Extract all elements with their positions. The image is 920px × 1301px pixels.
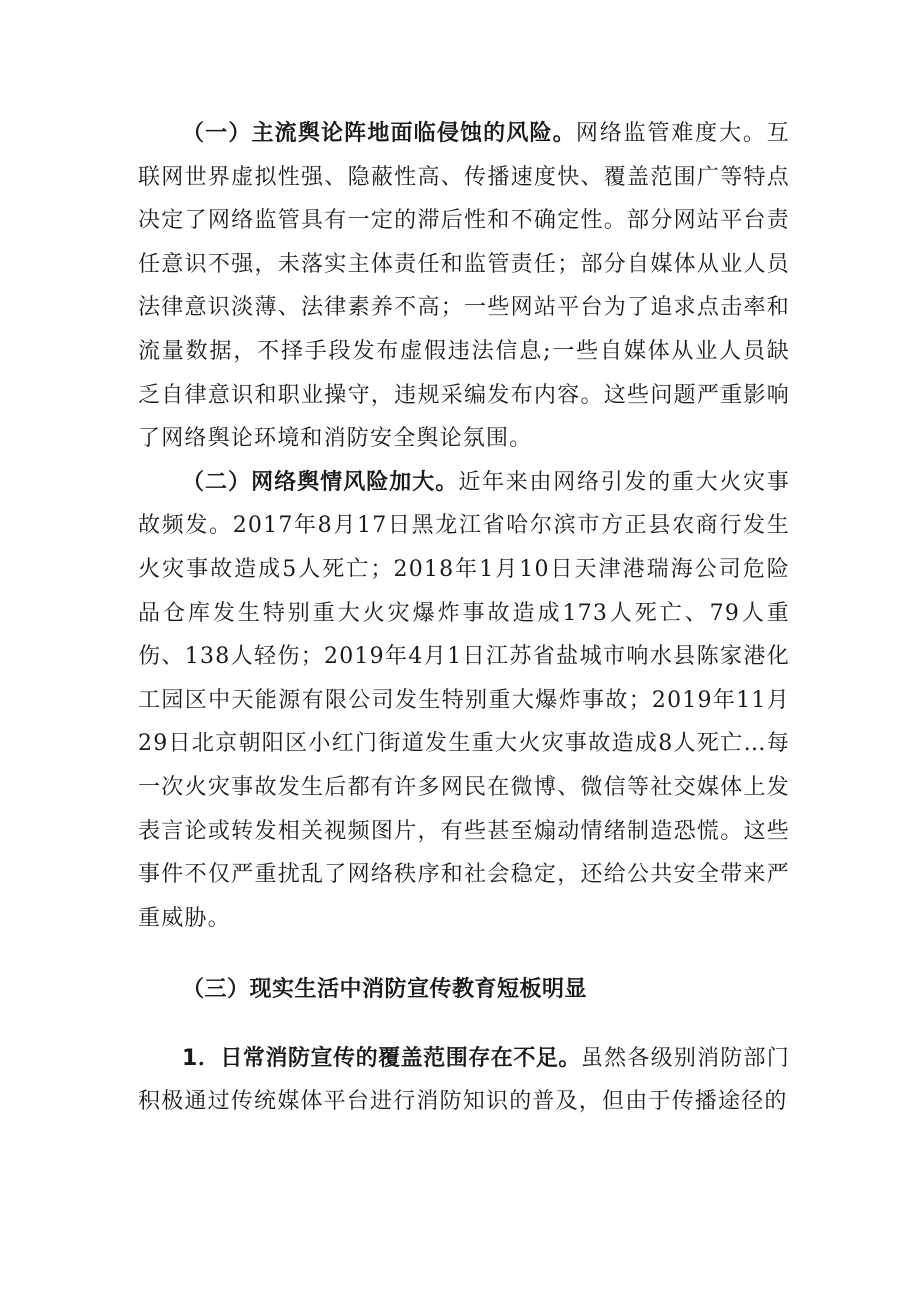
document-page [138,112,790,1124]
section-3-heading: （三）现实生活中消防宣传教育短板明显 [182,977,588,1003]
paragraph-section-4 [138,1037,790,1124]
section-1-body: 网络监管难度大。互联网世界虚拟性强、隐蔽性高、传播速度快、覆盖范围广等特点决定了网络监管具有一定的滞后性和不确定性。部分网站平台责任意识不强，未落实主体责任和监管责任；部分自媒体从业人员法律意识淡薄、法律素养不高；一些网站平台为了追求点击率和流量数据，不择手段发布虚假违法信息;一些自媒体从业人员缺乏自律意识和职业操守，违规采编发布内容。这些问题严重影响了网络舆论环境和消防安全舆论氛围。 [138,121,790,452]
section-2-heading: （二）网络舆情风险加大。 [182,469,459,495]
section-4-heading: 1．日常消防宣传的覆盖范围存在不足。 [182,1045,581,1071]
paragraph-section-3 [138,968,790,1012]
section-1-heading: （一）主流舆论阵地面临侵蚀的风险。 [182,121,576,146]
paragraph-section-2 [138,461,790,941]
paragraph-section-1 [138,112,790,461]
section-4-body: 虽然各级别消防部门积极通过传统媒体平台进行消防知识的普及，但由于传播途径的 [138,1045,790,1115]
section-2-body: 近年来由网络引发的重大火灾事故频发。2017年8月17日黑龙江省哈尔滨市方正县农商行发生火灾事故造成5人死亡；2018年1月10日天津港瑞海公司危险品仓库发生特别重大火灾爆炸事故造成173人死亡、79人重伤、138人轻伤；2019年4月1日江苏省盐城市响水县陈家港化工园区中天能源有限公司发生特别重大爆炸事故；2019年11月29日北京朝阳区小红门街道发生重大火灾事故造成8人死亡…每一次火灾事故发生后都有许多网民在微博、微信等社交媒体上发表言论或转发相关视频图片，有些甚至煽动情绪制造恐慌。这些事件不仅严重扰乱了网络秩序和社会稳定，还给公共安全带来严重威胁。 [138,469,790,931]
